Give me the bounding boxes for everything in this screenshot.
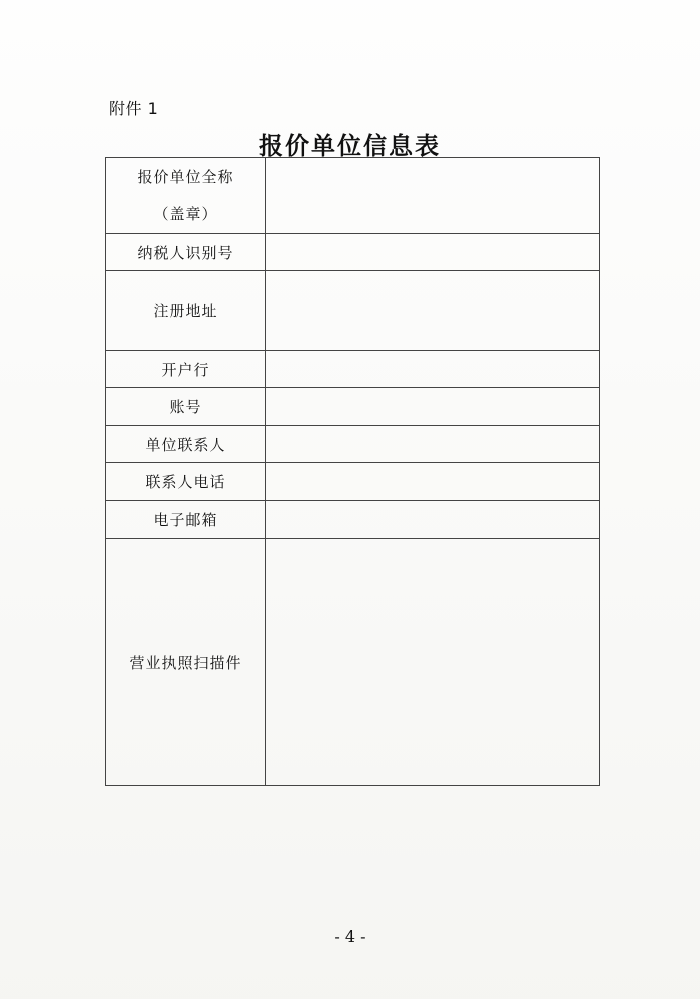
table-row-taxpayer-id: [106, 234, 600, 271]
bank-label: 开户行: [106, 351, 266, 388]
account-value[interactable]: [266, 388, 600, 426]
attachment-label: 附件 1: [109, 99, 159, 118]
contact-phone-label: 联系人电话: [106, 463, 266, 501]
taxpayer-id-label: 纳税人识别号: [106, 234, 266, 271]
contact-phone-value[interactable]: [266, 463, 600, 501]
table-row-contact-phone: [106, 463, 600, 501]
company-name-label-cell: [106, 158, 266, 234]
email-label: 电子邮箱: [106, 501, 266, 539]
bank-value[interactable]: [266, 351, 600, 388]
company-name-label: 报价单位全称: [137, 167, 234, 186]
taxpayer-id-value[interactable]: [266, 234, 600, 271]
contact-person-label: 单位联系人: [106, 426, 266, 463]
business-license-scan-value[interactable]: [266, 539, 600, 786]
table-row-account: [106, 388, 600, 426]
table-row-contact-person: [106, 426, 600, 463]
account-label: 账号: [106, 388, 266, 426]
table-row-company-name: [106, 158, 600, 234]
table-row-registered-address: [106, 271, 600, 351]
seal-note-label: （盖章）: [153, 204, 218, 223]
registered-address-label: 注册地址: [106, 271, 266, 351]
registered-address-value[interactable]: [266, 271, 600, 351]
table-row-bank: [106, 351, 600, 388]
company-name-value[interactable]: [266, 158, 600, 234]
quotation-unit-info-table: [105, 157, 600, 786]
document-title: 报价单位信息表: [259, 131, 441, 160]
table-row-email: [106, 501, 600, 539]
table-row-business-license-scan: [106, 539, 600, 786]
business-license-scan-label: 营业执照扫描件: [106, 539, 266, 786]
contact-person-value[interactable]: [266, 426, 600, 463]
page-number: - 4 -: [334, 927, 366, 946]
email-value[interactable]: [266, 501, 600, 539]
